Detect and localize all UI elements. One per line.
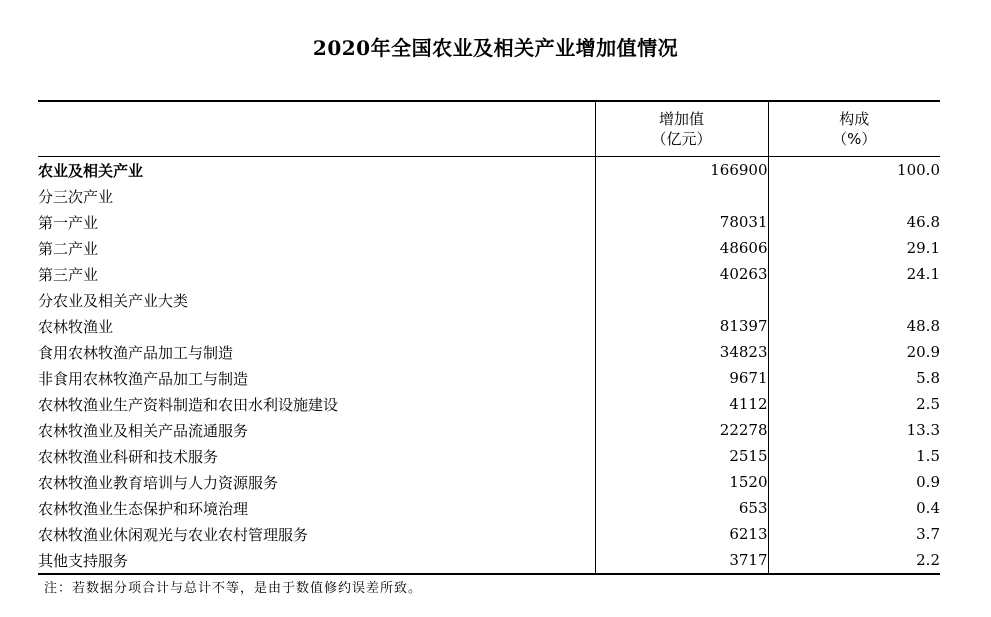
header-share-title: 构成 xyxy=(839,110,870,128)
table-row xyxy=(38,469,940,495)
table-header-row xyxy=(38,101,940,157)
table-row xyxy=(38,495,940,521)
table-row xyxy=(38,209,940,235)
row-label: 农林牧渔业休闲观光与农业农村管理服务 xyxy=(38,525,309,544)
row-value: 3717 xyxy=(595,547,768,574)
row-label: 分三次产业 xyxy=(38,187,114,206)
table-row xyxy=(38,391,940,417)
table-row xyxy=(38,521,940,547)
row-share: 0.9 xyxy=(768,469,940,495)
table-row xyxy=(38,365,940,391)
row-share: 100.0 xyxy=(768,157,940,184)
row-share: 46.8 xyxy=(768,209,940,235)
row-value: 166900 xyxy=(595,157,768,184)
row-value: 4112 xyxy=(595,391,768,417)
row-share: 2.2 xyxy=(768,547,940,574)
row-value xyxy=(595,287,768,313)
table-row xyxy=(38,443,940,469)
row-value: 81397 xyxy=(595,313,768,339)
row-label: 食用农林牧渔产品加工与制造 xyxy=(38,343,234,362)
row-label: 农林牧渔业教育培训与人力资源服务 xyxy=(38,473,279,492)
row-label: 农林牧渔业 xyxy=(38,317,114,336)
table-row-total xyxy=(38,157,940,184)
header-share-unit: （%） xyxy=(832,130,877,148)
row-share: 5.8 xyxy=(768,365,940,391)
row-value: 22278 xyxy=(595,417,768,443)
row-label: 农林牧渔业及相关产品流通服务 xyxy=(38,421,249,440)
row-value: 34823 xyxy=(595,339,768,365)
row-label: 农林牧渔业生态保护和环境治理 xyxy=(38,499,249,518)
row-value: 48606 xyxy=(595,235,768,261)
row-value: 1520 xyxy=(595,469,768,495)
table-row xyxy=(38,417,940,443)
row-label: 分农业及相关产业大类 xyxy=(38,291,189,310)
row-share: 3.7 xyxy=(768,521,940,547)
header-share-column xyxy=(768,101,940,157)
row-value: 2515 xyxy=(595,443,768,469)
table-row-group xyxy=(38,287,940,313)
row-share: 48.8 xyxy=(768,313,940,339)
row-share: 20.9 xyxy=(768,339,940,365)
row-value: 9671 xyxy=(595,365,768,391)
row-share: 2.5 xyxy=(768,391,940,417)
row-share: 1.5 xyxy=(768,443,940,469)
row-label: 农林牧渔业科研和技术服务 xyxy=(38,447,219,466)
row-label: 农林牧渔业生产资料制造和农田水利设施建设 xyxy=(38,395,339,414)
row-value: 653 xyxy=(595,495,768,521)
row-label: 其他支持服务 xyxy=(38,551,129,570)
header-value-unit: （亿元） xyxy=(651,130,712,148)
row-share xyxy=(768,183,940,209)
row-share: 24.1 xyxy=(768,261,940,287)
row-label: 第一产业 xyxy=(38,213,99,232)
row-label: 农业及相关产业 xyxy=(38,161,144,180)
footnote: 注：若数据分项合计与总计不等，是由于数值修约误差所致。 xyxy=(44,581,423,596)
row-share: 13.3 xyxy=(768,417,940,443)
table-row xyxy=(38,547,940,574)
table-row xyxy=(38,339,940,365)
header-label-column xyxy=(38,101,595,157)
table-row xyxy=(38,313,940,339)
row-value: 78031 xyxy=(595,209,768,235)
data-table xyxy=(38,100,940,575)
row-value: 40263 xyxy=(595,261,768,287)
header-value-title: 增加值 xyxy=(658,110,704,128)
table-row-group xyxy=(38,183,940,209)
row-value xyxy=(595,183,768,209)
row-label: 第三产业 xyxy=(38,265,99,284)
page-title: 2020年全国农业及相关产业增加值情况 xyxy=(312,36,679,60)
table-row xyxy=(38,261,940,287)
row-share xyxy=(768,287,940,313)
row-share: 29.1 xyxy=(768,235,940,261)
row-label: 第二产业 xyxy=(38,239,99,258)
row-value: 6213 xyxy=(595,521,768,547)
row-share: 0.4 xyxy=(768,495,940,521)
table-row xyxy=(38,235,940,261)
header-value-column xyxy=(595,101,768,157)
row-label: 非食用农林牧渔产品加工与制造 xyxy=(38,369,249,388)
